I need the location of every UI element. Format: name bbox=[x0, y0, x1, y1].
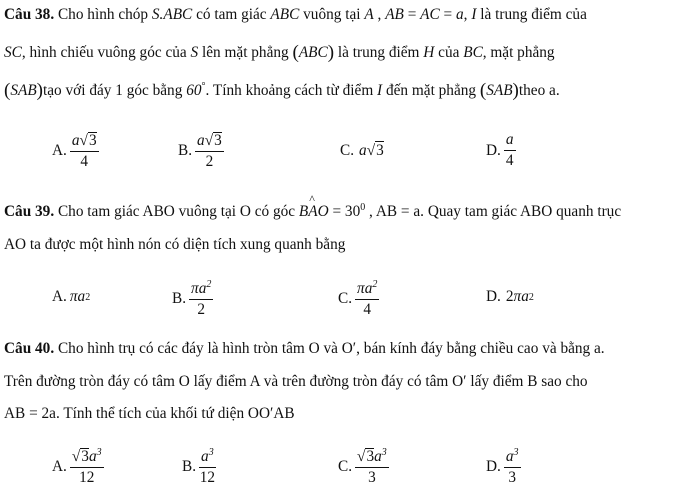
q38-line-3: (SAB)tạo với đáy 1 góc bằng 60°. Tính khoảng cách từ điểm I đến mặt phẳng (SAB)theo a. bbox=[4, 80, 560, 101]
q40-option-b[interactable]: B. $\frac{a^3}{12}$ bbox=[182, 447, 215, 487]
q39-line-2: AO ta được một hình nón có diện tích xung quanh bằng bbox=[4, 236, 346, 253]
fraction: $\frac{a^3}{12}$ bbox=[199, 447, 215, 487]
q39-option-d[interactable]: D. 2 π a 2 bbox=[486, 288, 534, 305]
q40-option-a[interactable]: A. $\frac{√3a^3}{12}$ bbox=[52, 447, 102, 487]
q39-option-b[interactable]: B. $\frac{\pi a^2}{2}$ bbox=[172, 279, 212, 319]
q39-number: Câu 39. bbox=[4, 203, 55, 220]
fraction: $\frac{\pi a^2}{2}$ bbox=[191, 279, 212, 319]
fraction: $\frac{a}{4}$ bbox=[505, 131, 514, 170]
q40-line-3: AB = 2a. Tính thể tích của khối tứ diện OO′AB bbox=[4, 405, 295, 422]
fraction: $\frac{a^3}{3}$ bbox=[505, 447, 519, 487]
q39-option-c[interactable]: C. $\frac{\pi a^2}{4}$ bbox=[338, 279, 378, 319]
q40-number: Câu 40. bbox=[4, 340, 55, 357]
q39-line-1: Câu 39. Cho tam giác ABO vuông tại O có góc B^ AO = $30^0$ , AB = a. Quay tam giác ABO quanh trục bbox=[4, 202, 621, 221]
q38-option-a[interactable]: A. $\frac{a√3}{4}$ bbox=[52, 132, 97, 171]
q38-number: Câu 38. bbox=[4, 6, 55, 23]
q38-option-c[interactable]: C. a √ 3 bbox=[340, 141, 384, 159]
q38-option-b[interactable]: B. $\frac{a√3}{2}$ bbox=[178, 132, 222, 171]
fraction: $\frac{a√3}{2}$ bbox=[197, 132, 222, 171]
fraction: $\frac{\pi a^2}{4}$ bbox=[357, 279, 378, 319]
q40-line-1: Câu 40. Cho hình trụ có các đáy là hình tròn tâm O và O′, bán kính đáy bằng chiều cao và bằng a. bbox=[4, 340, 605, 357]
fraction: $\frac{√3a^3}{12}$ bbox=[71, 447, 102, 487]
fraction: $\frac{√3a^3}{3}$ bbox=[357, 447, 387, 487]
q40-option-c[interactable]: C. $\frac{√3a^3}{3}$ bbox=[338, 447, 387, 487]
q40-option-d[interactable]: D. $\frac{a^3}{3}$ bbox=[486, 447, 519, 487]
q40-line-2: Trên đường tròn đáy có tâm O lấy điểm A và trên đường tròn đáy có tâm O′ lấy điểm B sao cho bbox=[4, 373, 588, 390]
q38-line-1: Câu 38. Cho hình chóp S.ABC có tam giác ABC vuông tại A , AB = AC = a, I là trung điểm của bbox=[4, 6, 587, 23]
fraction: $\frac{a√3}{4}$ bbox=[71, 132, 97, 171]
q38-option-d[interactable]: D. $\frac{a}{4}$ bbox=[486, 131, 514, 170]
q38-line-2: SC, hình chiếu vuông góc của S lên mặt phẳng (ABC) là trung điểm H của BC, mặt phẳng bbox=[4, 42, 555, 63]
q39-option-a[interactable]: A. π a 2 bbox=[52, 288, 91, 305]
